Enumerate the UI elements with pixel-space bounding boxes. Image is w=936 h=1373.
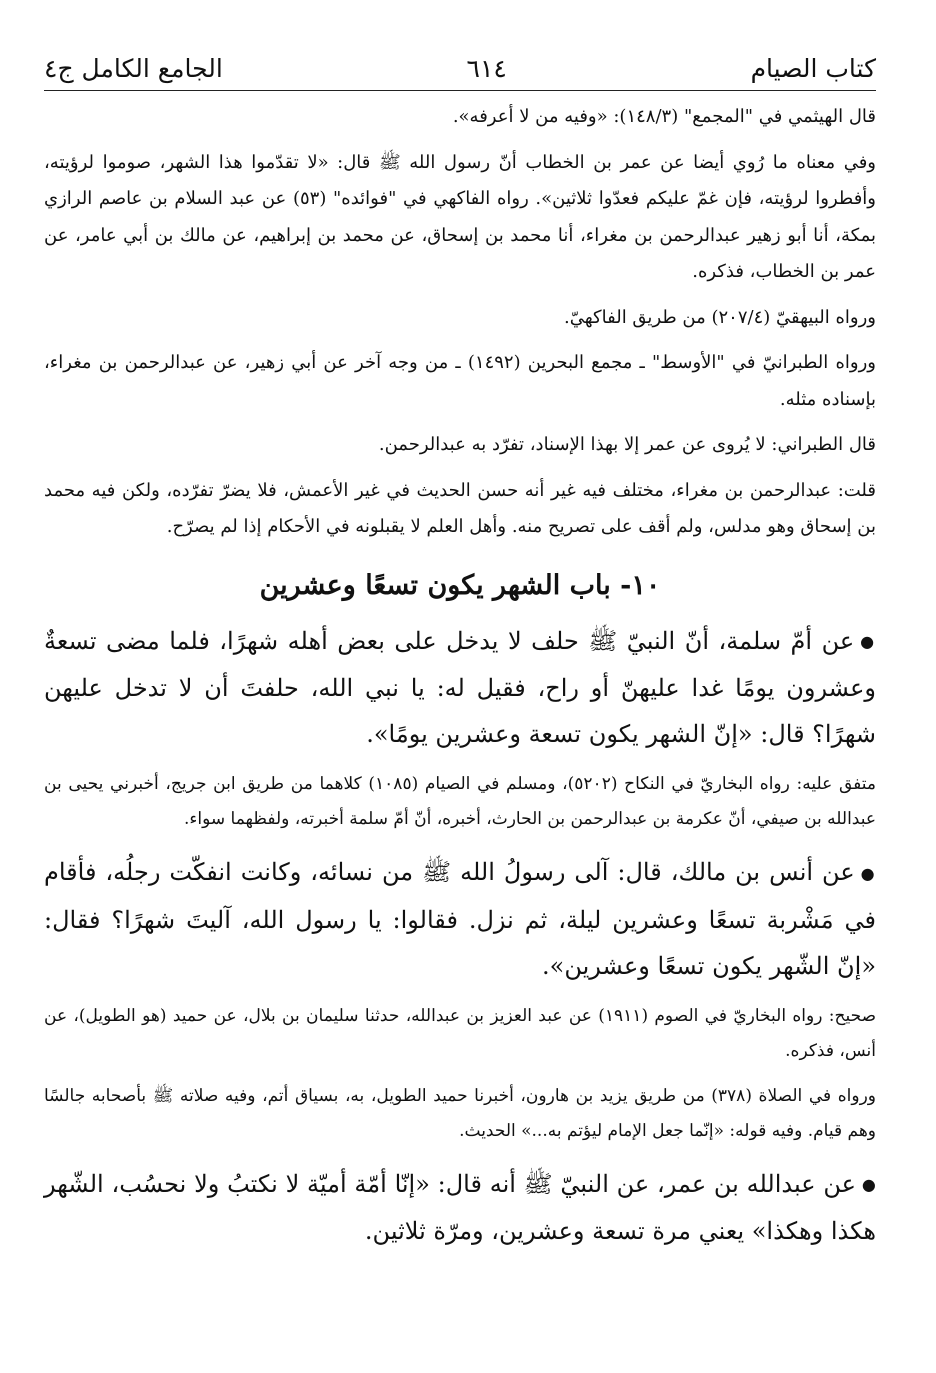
running-header [44,52,876,91]
paragraph: قلت: عبدالرحمن بن مغراء، مختلف فيه غير أنه حسن الحديث في غير الأعمش، فلا يضرّ تفرّده، ولكن فيه محمد بن إسحاق وهو مدلس، ولم أقف على تصريح منه. وأهل العلم لا يقبلونه في الأحكام إذا لم يصرّح. [44,479,876,537]
source-note: صحيح: رواه البخاريّ في الصوم (١٩١١) عن عبد العزيز بن عبدالله، حدثنا سليمان بن بلال، عن حميد (هو الطويل)، عن أنس، فذكره. [44,1005,877,1061]
hadith-text [44,849,876,989]
paragraph: قال الهيثمي في "المجمع" (١٤٨/٣): «وفيه من لا أعرفه». [452,106,876,127]
hadith-body: عن أنس بن مالك، قال: آلى رسولُ الله ﷺ من نسائه، وكانت انفكّت رجلُه، فأقام في مَشْربة تسعًا وعشرين ليلة، ثم نزل. فقالوا: يا رسول الله، آليتَ شهرًا؟ فقال: «إنّ الشّهر يكون تسعًا وعشرين». [44,858,876,980]
source-note: ورواه في الصلاة (٣٧٨) من طريق يزيد بن هارون، أخبرنا حميد الطويل، به، بسياق أتم، وفيه صلاته ﷺ بأصحابه جالسًا وهم قيام. وفيه قوله: «إنّما جعل الإمام ليؤتم به...» الحديث. [44,1085,876,1141]
hadith-text [44,1161,876,1255]
section-title: ١٠- باب الشهر يكون تسعًا وعشرين [259,569,661,601]
bullet-icon: ● [860,632,876,651]
source-note: متفق عليه: رواه البخاريّ في النكاح (٥٢٠٢)، ومسلم في الصيام (١٠٨٥) كلاهما من طريق ابن جريج، أخبرني يحيى بن عبدالله بن صيفي، أنّ عكرمة بن عبدالرحمن بن الحارث، أخبره، أنّ أمّ سلمة أخبرته، ولفظهما سواء. [44,774,876,829]
paragraph: قال الطبراني: لا يُروى عن عمر إلا بهذا الإسناد، تفرّد به عبدالرحمن. [378,434,876,455]
volume-label: الجامع الكامل ج٤ [44,54,223,83]
bullet-icon: ● [861,1175,876,1194]
bullet-icon: ● [860,863,876,883]
paragraph: ورواه الطبرانيّ في "الأوسط" ـ مجمع البحرين (١٤٩٢) ـ من وجه آخر عن أبي زهير، عن عبدالرحمن بن مغراء، بإسناده مثله. [44,352,876,410]
paragraph: وفي معناه ما رُوي أيضا عن عمر بن الخطاب أنّ رسول الله ﷺ قال: «لا تقدّموا هذا الشهر، صوموا لرؤيته، وأفطروا لرؤيته، فإن غمّ عليكم فعدّوا ثلاثين». رواه الفاكهي في "فوائده" (٥٣) عن عبد السلام بن عاصم الرازي بمكة، أنا أبو زهير عبدالرحمن بن مغراء، أنا محمد بن إسحاق، عن محمد بن إبراهيم، عن مالك بن أبي عامر، عن عمر بن الخطاب، فذكره. [44,151,876,282]
hadith-body: عن أمّ سلمة، أنّ النبيّ ﷺ حلف لا يدخل على بعض أهله شهرًا، فلما مضى تسعةٌ وعشرون يومًا غدا عليهنّ أو راح، فقيل له: يا نبي الله، حلفتَ أن لا تدخل عليهن شهرًا؟ قال: «إنّ الشهر يكون تسعة وعشرين يومًا». [44,626,877,748]
book-title: كتاب الصيام [750,54,876,83]
page-body [44,99,876,1254]
paragraph: ورواه البيهقيّ (٢٠٧/٤) من طريق الفاكهيّ. [564,306,876,328]
page-number: ٦١٤ [466,54,507,83]
hadith-text [44,618,876,758]
hadith-body: عن عبدالله بن عمر، عن النبيّ ﷺ أنه قال: «إنّا أمّة أميّة لا نكتبُ ولا نحسُب، الشّهر هكذا وهكذا» يعني مرة تسعة وعشرين، ومرّة ثلاثين. [44,1169,876,1245]
